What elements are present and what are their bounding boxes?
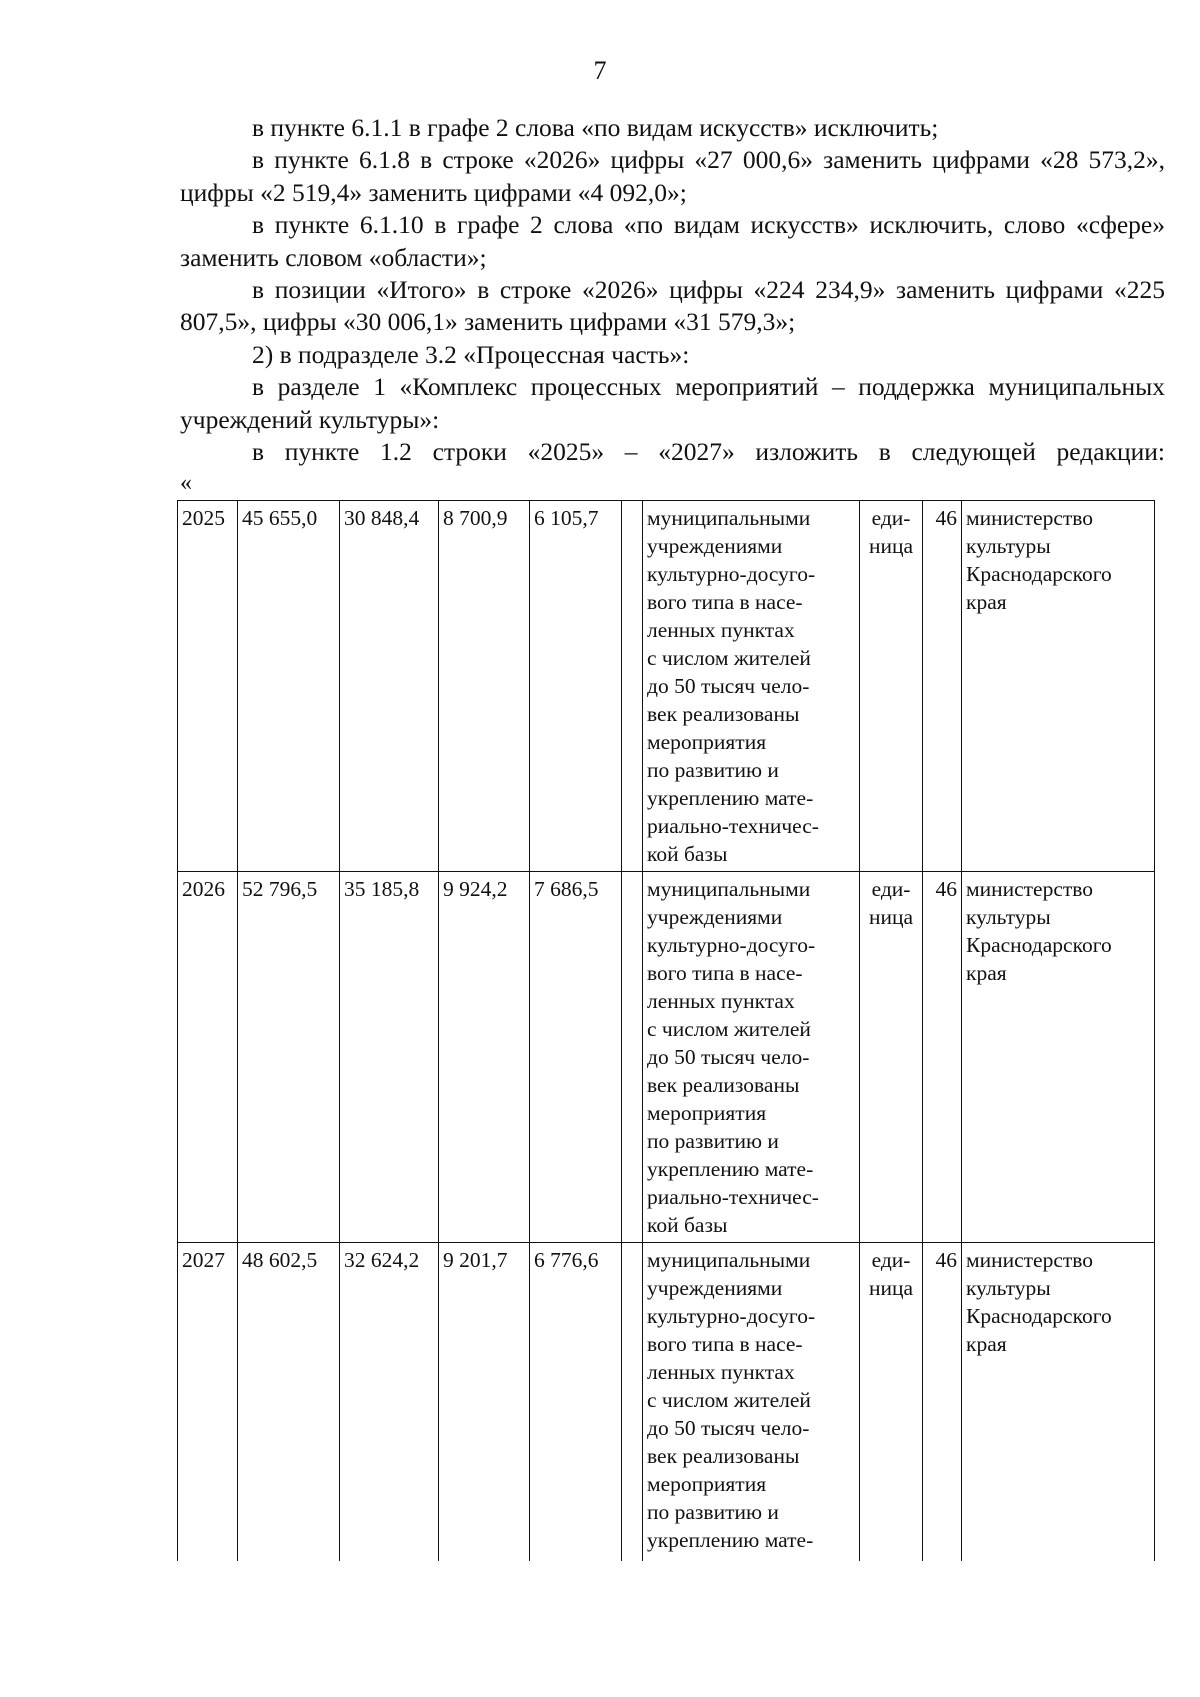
unit-cell: еди- ница	[860, 1243, 923, 1561]
paragraph: в позиции «Итого» в строке «2026» цифры «224 234,9» заменить цифрами «225 807,5», цифры «30 006,1» заменить цифрами «31 579,3»;	[180, 275, 1165, 337]
local-budget-cell: 6 776,6	[530, 1243, 622, 1561]
total-cell: 48 602,5	[238, 1243, 340, 1561]
year-cell: 2027	[178, 1243, 238, 1561]
indicator-value-cell: 46	[923, 1243, 962, 1561]
responsible-org-cell: министерство культуры Краснодарского края	[962, 872, 1155, 1243]
other-sources-cell	[622, 1243, 643, 1561]
result-description-cell: муниципальными учреждениями культурно-досуго- вого типа в насе- ленных пунктах с числом жителей до 50 тысяч чело- век реализованы мероприятия по развитию и укреплению мате- риально-техничес- кой базы	[643, 501, 860, 872]
funding-table	[177, 500, 1155, 1561]
indicator-value-cell: 46	[923, 872, 962, 1243]
federal-budget-cell: 8 700,9	[439, 501, 530, 872]
federal-budget-cell: 9 201,7	[439, 1243, 530, 1561]
regional-budget-cell: 35 185,8	[340, 872, 439, 1243]
result-description-cell: муниципальными учреждениями культурно-досуго- вого типа в насе- ленных пунктах с числом жителей до 50 тысяч чело- век реализованы мероприятия по развитию и укреплению мате-	[643, 1243, 860, 1561]
other-sources-cell	[622, 501, 643, 872]
other-sources-cell	[622, 872, 643, 1243]
paragraph: в разделе 1 «Комплекс процессных мероприятий – поддержка муниципальных учреждений культуры»:	[180, 372, 1165, 434]
opening-quote: «	[180, 470, 192, 496]
table-row	[178, 1243, 1155, 1561]
unit-cell: еди- ница	[860, 872, 923, 1243]
page-number: 7	[593, 56, 607, 85]
paragraph: в пункте 1.2 строки «2025» – «2027» изложить в следующей редакции:	[252, 437, 1165, 467]
regional-budget-cell: 30 848,4	[340, 501, 439, 872]
responsible-org-cell: министерство культуры Краснодарского края	[962, 501, 1155, 872]
total-cell: 52 796,5	[238, 872, 340, 1243]
year-cell: 2026	[178, 872, 238, 1243]
indicator-value-cell: 46	[923, 501, 962, 872]
amendment-text	[180, 112, 1165, 468]
responsible-org-cell: министерство культуры Краснодарского края	[962, 1243, 1155, 1561]
paragraph: в пункте 6.1.1 в графе 2 слова «по видам искусств» исключить;	[252, 113, 939, 142]
unit-cell: еди- ница	[860, 501, 923, 872]
paragraph: в пункте 6.1.10 в графе 2 слова «по видам искусств» исключить, слово «сфере» заменить словом «области»;	[180, 210, 1165, 272]
regional-budget-cell: 32 624,2	[340, 1243, 439, 1561]
local-budget-cell: 7 686,5	[530, 872, 622, 1243]
table-row	[178, 872, 1155, 1243]
local-budget-cell: 6 105,7	[530, 501, 622, 872]
table-row	[178, 501, 1155, 872]
federal-budget-cell: 9 924,2	[439, 872, 530, 1243]
result-description-cell: муниципальными учреждениями культурно-досуго- вого типа в насе- ленных пунктах с числом жителей до 50 тысяч чело- век реализованы мероприятия по развитию и укреплению мате- риально-техничес- кой базы	[643, 872, 860, 1243]
year-cell: 2025	[178, 501, 238, 872]
paragraph: в пункте 6.1.8 в строке «2026» цифры «27 000,6» заменить цифрами «28 573,2», цифры «2 519,4» заменить цифрами «4 092,0»;	[180, 145, 1165, 207]
paragraph: 2) в подразделе 3.2 «Процессная часть»:	[252, 339, 690, 369]
total-cell: 45 655,0	[238, 501, 340, 872]
